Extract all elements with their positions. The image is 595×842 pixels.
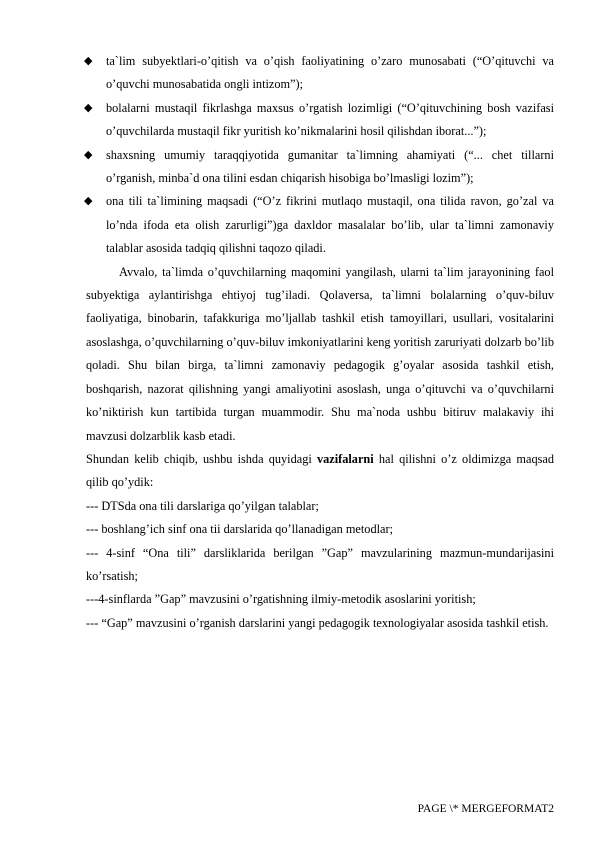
bullet-text: bolalarni mustaqil fikrlashga maxsus o’rgatish lozimligi (“O’qituvchining bosh vazifasi o’quvchilarda mustaqil fikr yuritish ko’nikmalarini hosil qilishdan iborat...”); <box>106 100 554 139</box>
task-item: --- “Gap” mavzusini o’rganish darslarini yangi pedagogik texnologiyalar asosida tashkil etish. <box>86 615 549 630</box>
diamond-bullet-icon: ◆ <box>84 55 93 67</box>
task-item: --- DTSda ona tili darslariga qo’yilgan talablar; <box>86 498 319 513</box>
bullet-item <box>86 50 554 97</box>
bullet-item <box>86 144 554 191</box>
document-body <box>86 50 554 635</box>
bullet-item <box>86 190 554 260</box>
bullet-item <box>86 97 554 144</box>
tasks-intro-text: Shundan kelib chiqib, ushbu ishda quyidagi <box>86 451 317 466</box>
body-paragraph: Avvalo, ta`limda o’quvchilarning maqomini yangilash, ularni ta`lim jarayonining faol subyektiga aylantirishga ehtiyoj tug’iladi. Qolaversa, ta`limni bolalarning o’quv-biluv faoliyatiga, binobarin, tafakkuriga mo’ljallab tashkil etish tamoyillari, usullari, vositalarini asoslashga, o’quvchilarning o’quv-biluv imkoniyatlarini keng yoritish zaruriyati dolzarb bo’lib qoladi. Shu bilan birga, ta`limni zamonaviy pedagogik g’oyalar asosida tashkil etish, boshqarish, nazorat qilishning yangi amaliyotini asoslash, unga o’qituvchi va o’quvchilarni ko’niktirish kun tartibida turgan muammodir. Shu ma`noda ushbu bitiruv malakaviy ihi mavzusi dolzarblik kasb etadi. <box>86 264 554 443</box>
bullet-text: ona tili ta`limining maqsadi (“O’z fikrini mutlaqo mustaqil, ona tilida ravon, go’zal va lo’nda ifoda eta olish zarurligi”)ga daxldor masalalar bo’lib, ular ta`limni zamonaviy talablar asosida tadqiq qilishni taqozo qiladi. <box>106 194 554 256</box>
tasks-intro-text: hal qilishni o’z oldimizga maqsad qilib qo’ydik: <box>86 451 554 490</box>
diamond-bullet-icon: ◆ <box>84 101 93 114</box>
page-footer: PAGE \* MERGEFORMAT2 <box>417 803 554 815</box>
bullet-text: shaxsning umumiy taraqqiyotida gumanitar ta`limning ahamiyati (“... chet tillarni o’rganish, minba`d ona tilini esdan chiqarish hisobiga bo’lmasligi lozim”); <box>106 147 554 186</box>
diamond-bullet-icon: ◆ <box>84 195 93 208</box>
diamond-bullet-icon: ◆ <box>84 148 93 161</box>
task-item: --- boshlang’ich sinf ona tii darslarida qo’llanadigan metodlar; <box>86 522 393 537</box>
task-item: ---4-sinflarda ”Gap” mavzusini o’rgatishning ilmiy-metodik asoslarini yoritish; <box>86 592 476 607</box>
tasks-keyword: vazifalarni <box>316 451 374 466</box>
task-item: --- 4-sinf “Ona tili” darsliklarida berilgan ”Gap” mavzularining mazmun-mundarijasini ko’rsatish; <box>86 545 554 583</box>
tasks-intro <box>86 448 554 495</box>
bullet-text: ta`lim subyektlari-o’qitish va o’qish faoliyatining o’zaro munosabati (“O’qituvchi va o’quvchi munosabatida ongli intizom”); <box>106 54 554 92</box>
